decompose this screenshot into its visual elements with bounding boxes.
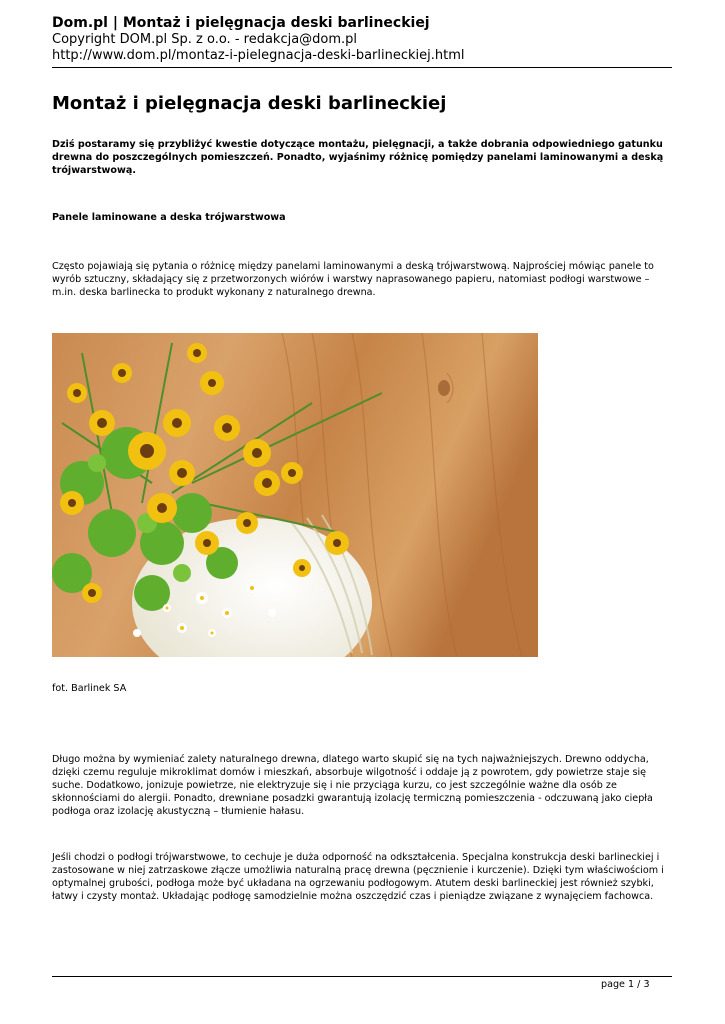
flowers-on-wood-floor-image [52,333,538,657]
site-title: Dom.pl | Montaż i pielęgnacja deski barlineckiej [52,15,430,31]
article-photo [52,333,538,657]
page-number: page 1 / 3 [601,979,650,990]
source-url[interactable]: http://www.dom.pl/montaz-i-pielegnacja-deski-barlineckiej.html [52,48,465,63]
photo-caption: fot. Barlinek SA [52,683,127,694]
footer-divider [52,976,672,977]
article-lead: Dziś postaramy się przybliżyć kwestie dotyczące montażu, pielęgnacji, a także dobrania odpowiedniego gatunku drewna do poszczególnych pomieszczeń. Ponadto, wyjaśnimy różnicę pomiędzy panelami laminowanymi a deską trójwarstwową. [52,139,664,176]
section-subheading: Panele laminowane a deska trójwarstwowa [52,212,286,223]
copyright-line: Copyright DOM.pl Sp. z o.o. - redakcja@dom.pl [52,32,358,47]
article-title: Montaż i pielęgnacja deski barlineckiej [52,93,447,114]
header-divider [52,67,672,68]
paragraph-3: Jeśli chodzi o podłogi trójwarstwowe, to cechuje je duża odporność na odkształcenia. Specjalna konstrukcja deski barlineckiej i zastosowane w niej zatrzaskowe złącze umożliwia naturalną pracę drewna (pęcznienie i kurczenie). Dzięki tym właściwościom i optymalnej grubości, podłoga może być układana na ogrzewaniu podłogowym. Atutem deski barlineckiej jest również szybki, łatwy i czysty montaż. Układając podłogę samodzielnie można oszczędzić czas i pieniądze związane z wynajęciem fachowca. [52,852,664,902]
paragraph-1: Często pojawiają się pytania o różnicę między panelami laminowanymi a deską trójwarstwową. Najprościej mówiąc panele to wyrób sztuczny, składający się z przetworzonych wiórów i warstwy naprasowanego papieru, natomiast podłogi warstwowe – m.in. deska barlinecka to produkt wykonany z naturalnego drewna. [52,261,654,298]
paragraph-2: Długo można by wymieniać zalety naturalnego drewna, dlatego warto skupić się na tych najważniejszych. Drewno oddycha, dzięki czemu reguluje mikroklimat domów i mieszkań, absorbuje wilgotność i oddaje ją z powrotem, gdy powietrze staje się suche. Dodatkowo, jonizuje powietrze, nie elektryzuje się i nie przyciąga kurzu, co jest szczególnie ważne dla osób ze skłonnościami do alergii. Ponadto, drewniane posadzki gwarantują izolację termiczną pomieszczenia - odczuwaną jako ciepła podłoga oraz izolację akustyczną – tłumienie hałasu. [52,754,653,817]
document-header [52,14,672,64]
